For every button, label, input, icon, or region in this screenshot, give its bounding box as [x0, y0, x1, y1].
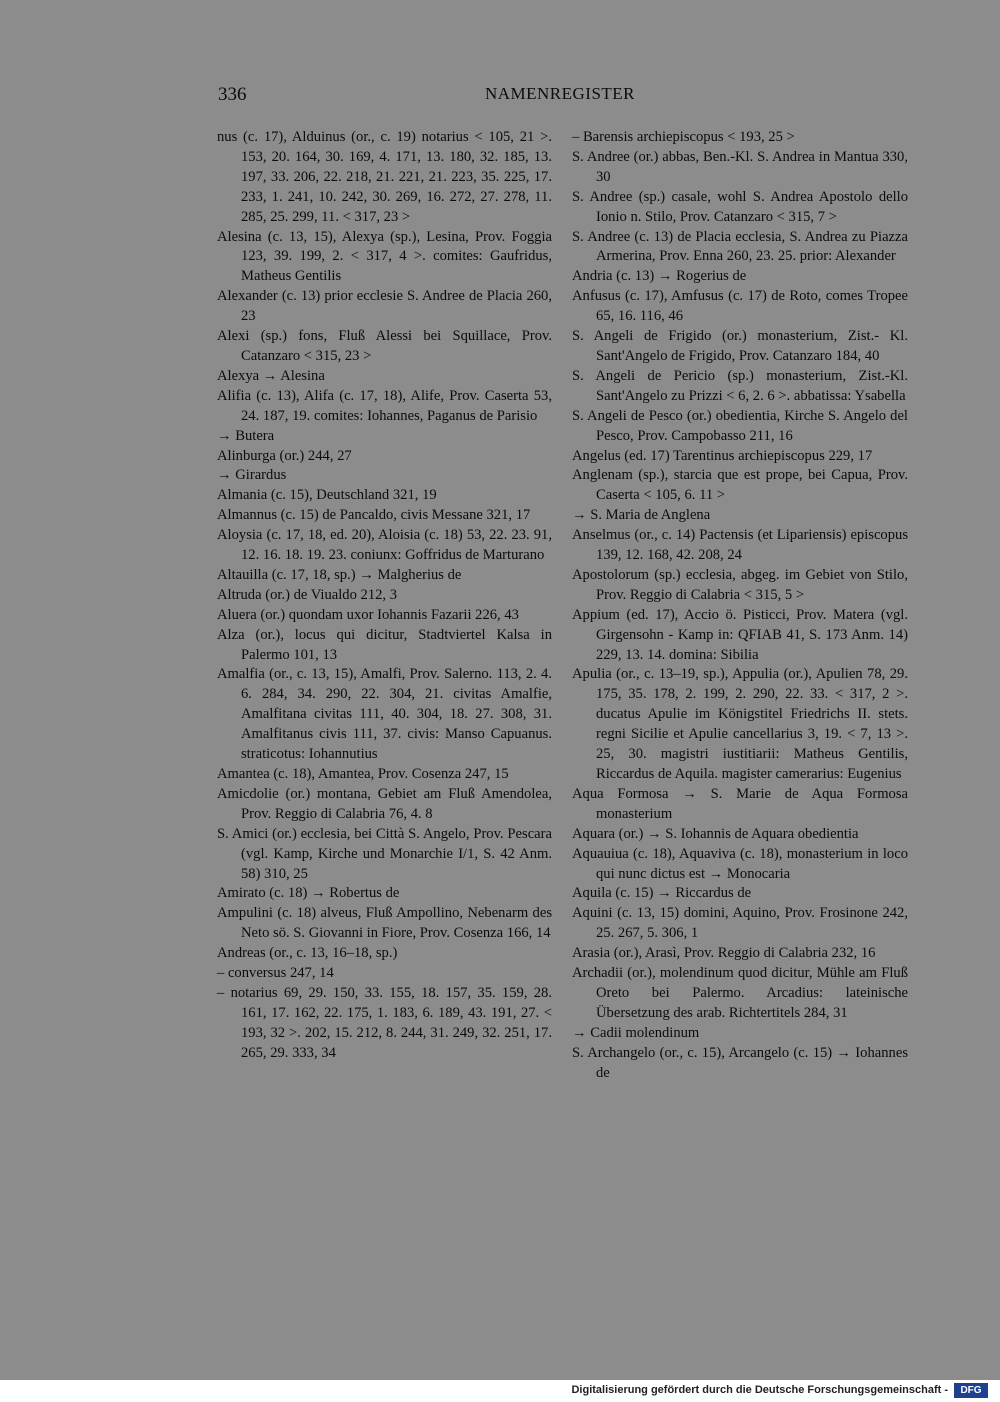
index-entry: Anfusus (c. 17), Amfusus (c. 17) de Roto, comes Tropee 65, 16. 116, 46	[572, 288, 908, 325]
dfg-logo[interactable]: DFG	[954, 1383, 988, 1398]
index-entry: Archadii (or.), molendinum quod dicitur, Mühle am Fluß Oreto bei Palermo. Arcadius: lateinische Übersetzung des arab. Richtertitels 284, 31	[572, 965, 908, 1021]
index-entry: S. Amici (or.) ecclesia, bei Città S. Angelo, Prov. Pescara (vgl. Kamp, Kirche und Monarchie I/1, S. 42 Anm. 58) 310, 25	[217, 825, 552, 882]
index-entry: → Butera	[217, 427, 275, 444]
index-entry: Aquara (or.) → S. Iohannis de Aquara obedientia	[572, 825, 859, 842]
index-entry: S. Andree (c. 13) de Placia ecclesia, S. Andrea zu Piazza Armerina, Prov. Enna 260, 23. 25. prior: Alexander	[572, 228, 908, 265]
index-entry: Anglenam (sp.), starcia que est prope, bei Capua, Prov. Caserta < 105, 6. 11 >	[572, 467, 908, 504]
index-entry: Arasia (or.), Arasì, Prov. Reggio di Calabria 232, 16	[572, 945, 876, 962]
index-entry: Alifia (c. 13), Alifa (c. 17, 18), Alife, Prov. Caserta 53, 24. 187, 19. comites: Iohannes, Paganus de Parisio	[217, 387, 552, 424]
funding-notice: Digitalisierung gefördert durch die Deutsche Forschungsgemeinschaft -	[571, 1384, 948, 1396]
index-entry: S. Andree (sp.) casale, wohl S. Andrea Apostolo dello Ionio n. Stilo, Prov. Catanzaro < 315, 7 >	[572, 188, 908, 225]
index-entry: S. Archangelo (or., c. 15), Arcangelo (c. 15) → Iohannes de	[572, 1044, 908, 1081]
index-entry: Andria (c. 13) → Rogerius de	[572, 268, 747, 285]
index-entry: Aquini (c. 13, 15) domini, Aquino, Prov. Frosinone 242, 25. 267, 5. 306, 1	[572, 905, 908, 942]
index-entry: S. Angeli de Frigido (or.) monasterium, Zist.- Kl. Sant'Angelo de Frigido, Prov. Catanzaro 184, 40	[572, 328, 908, 364]
index-entry: Angelus (ed. 17) Tarentinus archiepiscopus 229, 17	[572, 447, 873, 464]
index-entry: nus (c. 17), Alduinus (or., c. 19) notarius < 105, 21 >. 153, 20. 164, 30. 169, 4. 171, 13. 180, 32. 185, 13. 197, 33. 206, 22. 218, 21. 221, 21. 223, 35. 225, 17. 233, 1. 241, 10. 242, 30. 269, 16. 272, 27. 278, 11. 285, 25. 299, 11. < 317, 23 >	[217, 129, 552, 225]
index-entry: Alexi (sp.) fons, Fluß Alessi bei Squillace, Prov. Catanzaro < 315, 23 >	[217, 328, 552, 364]
index-entry: → Girardus	[217, 467, 287, 484]
index-entry: Alesina (c. 13, 15), Alexya (sp.), Lesina, Prov. Foggia 123, 39. 199, 2. < 317, 4 >. comites: Gaufridus, Matheus Gentilis	[217, 228, 552, 285]
index-entry: Appium (ed. 17), Accio ö. Pisticci, Prov. Matera (vgl. Girgensohn - Kamp in: QFIAB 41, S. 173 Anm. 14) 229, 13. 14. domina: Sibilia	[572, 606, 908, 663]
index-entry: Andreas (or., c. 13, 16–18, sp.)	[217, 945, 398, 962]
right-column	[572, 128, 908, 1084]
index-entry: Ampulini (c. 18) alveus, Fluß Ampollino, Nebenarm des Neto sö. S. Giovanni in Fiore, Prov. Cosenza 166, 14	[217, 905, 552, 942]
index-entry: Aluera (or.) quondam uxor Iohannis Fazarii 226, 43	[217, 606, 519, 623]
footer-bar	[0, 1380, 1000, 1402]
index-entry: Almannus (c. 15) de Pancaldo, civis Messane 321, 17	[217, 507, 531, 524]
page-number: 336	[218, 84, 247, 105]
index-subentry: – notarius 69, 29. 150, 33. 155, 18. 157, 35. 159, 28. 161, 17. 162, 22. 175, 1. 183, 6. 189, 43. 191, 27. < 193, 32 >. 202, 15. 212, 8. 244, 31. 249, 32. 251, 17. 265, 29. 333, 34	[217, 984, 552, 1061]
index-entry: → Cadii molendinum	[572, 1024, 700, 1041]
index-entry: Amalfia (or., c. 13, 15), Amalfi, Prov. Salerno. 113, 2. 4. 6. 284, 34. 290, 22. 304, 21. civitas Amalfie, Amalfitana civitas 111, 40. 304, 18. 27. 308, 31. Amalfitanus civis 111, 37. civis: Manso Capuanus. straticotus: Iohannutius	[217, 666, 552, 763]
index-entry: Aloysia (c. 17, 18, ed. 20), Aloisia (c. 18) 53, 22. 23. 91, 12. 16. 18. 19. 23. coniunx: Goffridus de Marturano	[217, 527, 552, 564]
index-entry: Aqua Formosa → S. Marie de Aqua Formosa monasterium	[572, 785, 908, 822]
left-column	[217, 128, 552, 1064]
index-entry: Alza (or.), locus qui dicitur, Stadtviertel Kalsa in Palermo 101, 13	[217, 626, 552, 663]
index-entry: S. Andree (or.) abbas, Ben.-Kl. S. Andrea in Mantua 330, 30	[572, 148, 908, 185]
index-subentry: – conversus 247, 14	[217, 965, 334, 982]
index-entry: Alinburga (or.) 244, 27	[217, 447, 352, 464]
index-entry: Aquauiua (c. 18), Aquaviva (c. 18), monasterium in loco qui nunc dictus est → Monocaria	[572, 845, 908, 882]
index-entry: Apostolorum (sp.) ecclesia, abgeg. im Gebiet von Stilo, Prov. Reggio di Calabria < 315, 5 >	[572, 566, 908, 603]
index-entry: → S. Maria de Anglena	[572, 507, 711, 524]
index-entry: Alexya → Alesina	[217, 367, 325, 384]
index-entry: Anselmus (or., c. 14) Pactensis (et Lipariensis) episcopus 139, 12. 168, 42. 208, 24	[572, 527, 908, 564]
running-title: NAMENREGISTER	[484, 84, 636, 103]
index-entry: Amicdolie (or.) montana, Gebiet am Fluß Amendolea, Prov. Reggio di Calabria 76, 4. 8	[217, 785, 552, 822]
index-entry: Altruda (or.) de Viualdo 212, 3	[217, 586, 398, 603]
index-entry: S. Angeli de Pericio (sp.) monasterium, Zist.-Kl. Sant'Angelo zu Prizzi < 6, 2. 6 >. abbatissa: Ysabella	[572, 367, 908, 404]
index-entry: Alexander (c. 13) prior ecclesie S. Andree de Placia 260, 23	[217, 288, 552, 325]
index-entry: Aquila (c. 15) → Riccardus de	[572, 885, 752, 902]
index-entry: Amirato (c. 18) → Robertus de	[217, 885, 400, 902]
index-entry: S. Angeli de Pesco (or.) obedientia, Kirche S. Angelo del Pesco, Prov. Campobasso 211, 16	[572, 407, 908, 444]
index-entry: Almania (c. 15), Deutschland 321, 19	[217, 487, 437, 504]
index-entry: Apulia (or., c. 13–19, sp.), Appulia (or.), Apulien 78, 29. 175, 35. 178, 2. 199, 2. 290, 22. 33. < 317, 2 >. ducatus Apulie im Königstitel Friedrichs II. stets. regni Sicilie et Apulie cancellarius 3, 19. < 7, 13 >. 25, 30. magistri iustitiarii: Matheus Gentilis, Riccardus de Aquila. magister camerarius: Eugenius	[572, 666, 908, 782]
index-subentry: – Barensis archiepiscopus < 193, 25 >	[572, 129, 795, 145]
index-entry: Amantea (c. 18), Amantea, Prov. Cosenza 247, 15	[217, 766, 509, 782]
index-entry: Altauilla (c. 17, 18, sp.) → Malgherius de	[217, 566, 462, 583]
